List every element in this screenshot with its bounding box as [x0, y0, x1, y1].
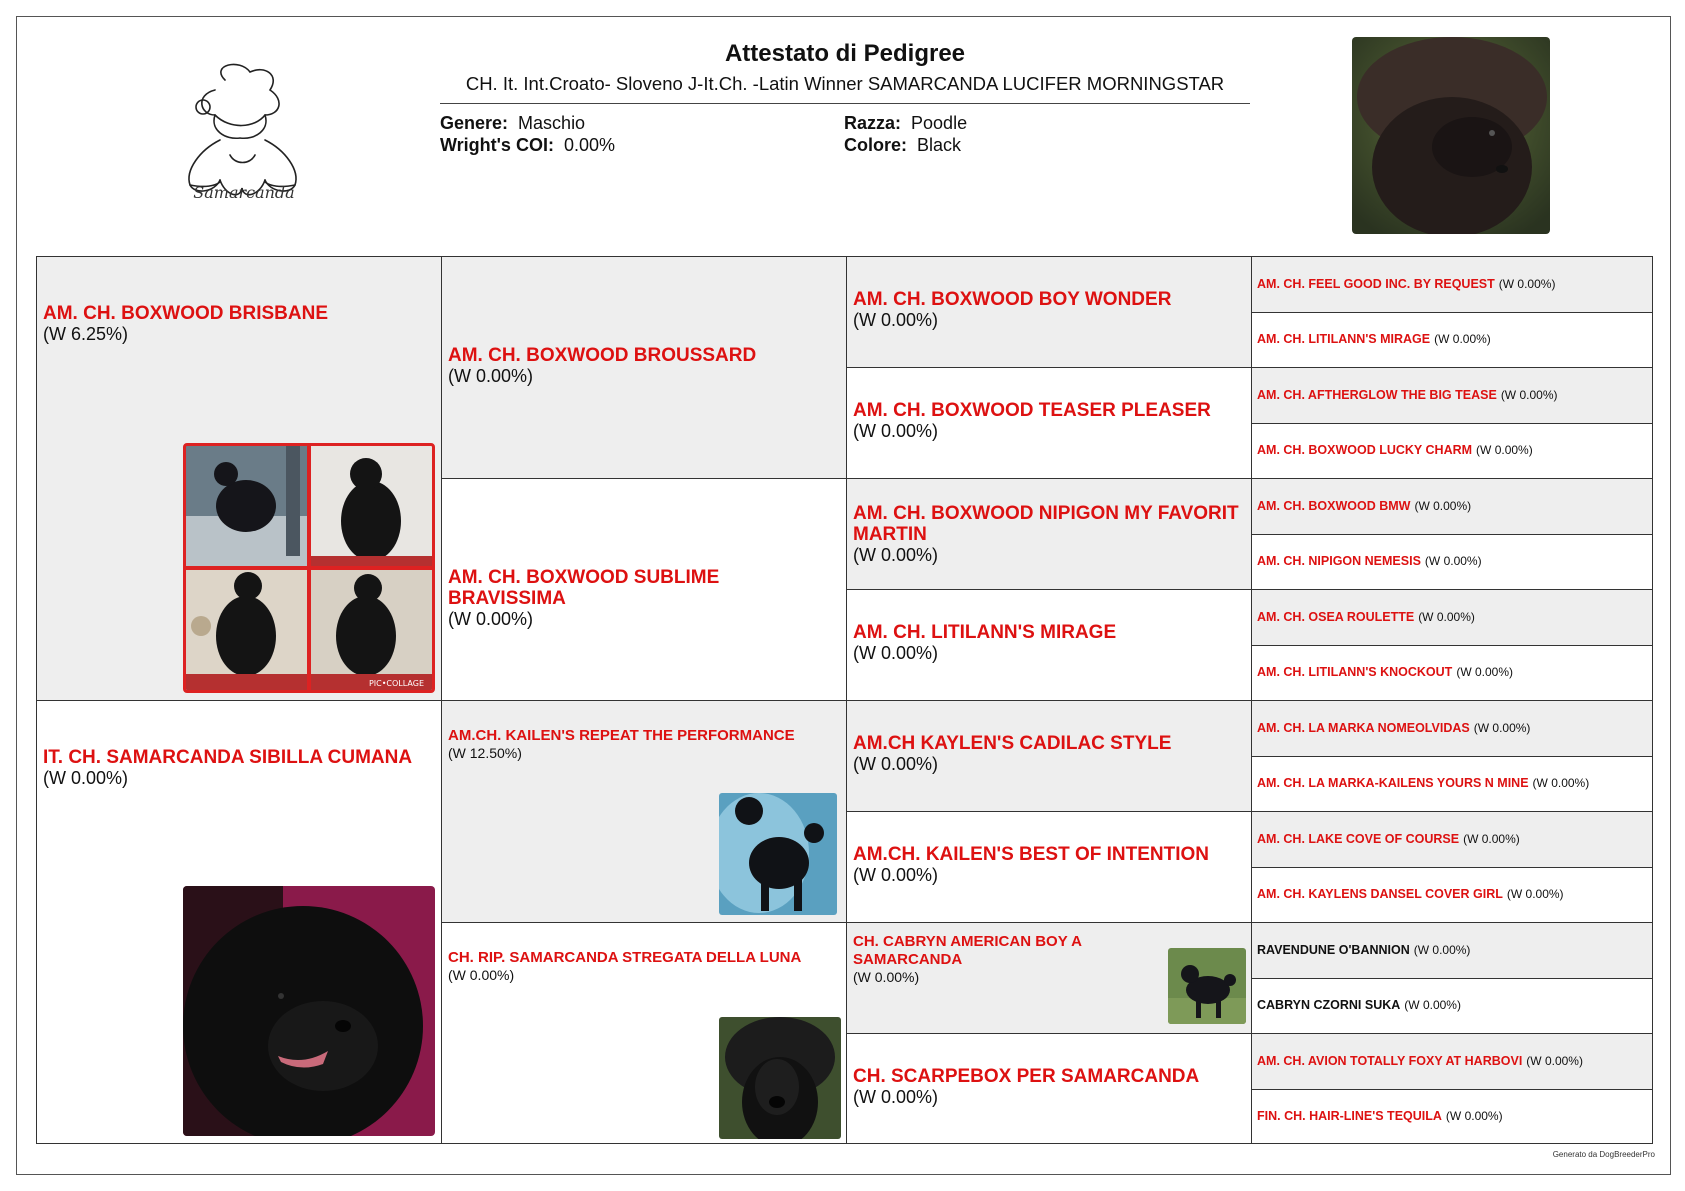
gen3-coi-4: (W 0.00%)	[853, 643, 939, 663]
gen3-coi-3: (W 0.00%)	[853, 545, 939, 565]
gen3-coi-6: (W 0.00%)	[853, 865, 939, 885]
gen3-cell-6	[847, 812, 1252, 923]
gen2-coi-1: (W 0.00%)	[448, 366, 534, 386]
gen4-cell-14	[1252, 979, 1652, 1035]
colore-value: Black	[917, 135, 962, 155]
gen3-cell-5	[847, 701, 1252, 812]
genere-row	[440, 112, 585, 134]
gen4-name-8[interactable]: AM. CH. LITILANN'S KNOCKOUT	[1257, 665, 1453, 680]
gen4-coi-12: (W 0.00%)	[1506, 887, 1564, 902]
gen3-cell-4	[847, 590, 1252, 701]
dog-photo	[1352, 37, 1550, 234]
gen3-name-6[interactable]: AM.CH. KAILEN'S BEST OF INTENTION	[853, 844, 1210, 865]
gen4-cell-16	[1252, 1090, 1652, 1144]
gen3-name-8[interactable]: CH. SCARPEBOX PER SAMARCANDA	[853, 1066, 1200, 1087]
gen4-cell-15	[1252, 1034, 1652, 1090]
gen2-name-3[interactable]: AM.CH. KAILEN'S REPEAT THE PERFORMANCE	[448, 727, 795, 744]
gen2-name-1[interactable]: AM. CH. BOXWOOD BROUSSARD	[448, 345, 757, 366]
gen4-cell-2	[1252, 313, 1652, 369]
sire-coi: (W 6.25%)	[43, 324, 129, 344]
gen4-name-16[interactable]: FIN. CH. HAIR-LINE'S TEQUILA	[1257, 1108, 1442, 1123]
gen4-cell-4	[1252, 424, 1652, 480]
gen4-coi-15: (W 0.00%)	[1526, 1053, 1583, 1068]
gen4-cell-12	[1252, 868, 1652, 924]
gen4-name-13[interactable]: RAVENDUNE O'BANNION	[1257, 942, 1410, 957]
genere-label: Genere:	[440, 113, 509, 133]
gen3-coi-8: (W 0.00%)	[853, 1087, 939, 1107]
gen3-coi-2: (W 0.00%)	[853, 421, 939, 441]
gen4-coi-9: (W 0.00%)	[1473, 720, 1531, 735]
gen2-photo-3	[719, 793, 837, 915]
coi-value: 0.00%	[563, 135, 616, 155]
gen4-name-3[interactable]: AM. CH. AFTHERGLOW THE BIG TEASE	[1257, 387, 1497, 402]
dam-coi: (W 0.00%)	[43, 768, 129, 788]
gen2-cell-3	[442, 701, 847, 923]
gen2-coi-3: (W 12.50%)	[448, 745, 522, 761]
sire-photo-collage	[183, 443, 435, 693]
gen2-coi-4: (W 0.00%)	[448, 967, 515, 983]
divider	[440, 103, 1250, 104]
gen4-coi-16: (W 0.00%)	[1445, 1108, 1503, 1123]
gen4-name-10[interactable]: AM. CH. LA MARKA-KAILENS YOURS N MINE	[1257, 776, 1529, 791]
gen4-coi-2: (W 0.00%)	[1434, 332, 1491, 347]
gen2-cell-2	[442, 479, 847, 701]
svg-text:Samarcanda: Samarcanda	[193, 183, 295, 202]
coi-row	[440, 134, 615, 156]
gen4-name-12[interactable]: AM. CH. KAYLENS DANSEL COVER GIRL	[1257, 887, 1503, 902]
gen4-coi-4: (W 0.00%)	[1476, 443, 1533, 458]
gen4-name-11[interactable]: AM. CH. LAKE COVE OF COURSE	[1257, 831, 1460, 846]
dog-title: CH. It. Int.Croato- Sloveno J-It.Ch. -Latin Winner SAMARCANDA LUCIFER MORNINGSTAR	[465, 73, 1225, 94]
gen4-cell-5	[1252, 479, 1652, 535]
gen4-name-15[interactable]: AM. CH. AVION TOTALLY FOXY AT HARBOVI	[1257, 1053, 1523, 1068]
gen3-cell-3	[847, 479, 1252, 590]
gen3-name-1[interactable]: AM. CH. BOXWOOD BOY WONDER	[853, 289, 1172, 310]
gen4-cell-13	[1252, 923, 1652, 979]
gen4-coi-8: (W 0.00%)	[1456, 665, 1514, 680]
gen4-cell-9	[1252, 701, 1652, 757]
gen4-coi-6: (W 0.00%)	[1424, 554, 1482, 569]
sire-cell	[37, 257, 442, 701]
gen4-cell-8	[1252, 646, 1652, 702]
gen4-name-6[interactable]: AM. CH. NIPIGON NEMESIS	[1257, 554, 1421, 569]
razza-value: Poodle	[911, 113, 968, 133]
gen4-cell-3	[1252, 368, 1652, 424]
gen4-name-1[interactable]: AM. CH. FEEL GOOD INC. BY REQUEST	[1257, 276, 1495, 291]
gen4-name-5[interactable]: AM. CH. BOXWOOD BMW	[1257, 498, 1411, 513]
dam-cell	[37, 701, 442, 1143]
gen4-name-14[interactable]: CABRYN CZORNI SUKA	[1257, 998, 1401, 1013]
gen3-name-3[interactable]: AM. CH. BOXWOOD NIPIGON MY FAVORIT MARTIN	[853, 503, 1239, 545]
gen3-name-2[interactable]: AM. CH. BOXWOOD TEASER PLEASER	[853, 400, 1211, 421]
gen4-name-2[interactable]: AM. CH. LITILANN'S MIRAGE	[1257, 332, 1431, 347]
gen4-coi-3: (W 0.00%)	[1500, 387, 1558, 402]
gen4-coi-5: (W 0.00%)	[1414, 498, 1472, 513]
gen4-cell-7	[1252, 590, 1652, 646]
page-title: Attestato di Pedigree	[724, 40, 966, 67]
gen2-coi-2: (W 0.00%)	[448, 609, 534, 629]
gen3-cell-8	[847, 1034, 1252, 1143]
gen3-coi-1: (W 0.00%)	[853, 310, 939, 330]
razza-row	[844, 112, 967, 134]
razza-label: Razza:	[844, 113, 902, 133]
gen3-cell-1	[847, 257, 1252, 368]
pedigree-grid	[36, 256, 1653, 1144]
gen4-coi-13: (W 0.00%)	[1413, 942, 1471, 957]
coi-label: Wright's COI:	[440, 135, 554, 155]
gen2-name-2[interactable]: AM. CH. BOXWOOD SUBLIME BRAVISSIMA	[448, 567, 720, 609]
gen3-name-5[interactable]: AM.CH KAYLEN'S CADILAC STYLE	[853, 733, 1172, 754]
gen2-name-4[interactable]: CH. RIP. SAMARCANDA STREGATA DELLA LUNA	[448, 949, 802, 966]
gen2-cell-1	[442, 257, 847, 479]
sire-name[interactable]: AM. CH. BOXWOOD BRISBANE	[43, 303, 328, 324]
gen2-cell-4	[442, 923, 847, 1143]
gen4-coi-1: (W 0.00%)	[1498, 276, 1556, 291]
gen4-cell-1	[1252, 257, 1652, 313]
footer-credit: Generato da DogBreederPro	[1552, 1150, 1655, 1159]
gen4-cell-11	[1252, 812, 1652, 868]
gen4-coi-11: (W 0.00%)	[1463, 831, 1520, 846]
dam-name[interactable]: IT. CH. SAMARCANDA SIBILLA CUMANA	[43, 747, 413, 768]
gen4-name-9[interactable]: AM. CH. LA MARKA NOMEOLVIDAS	[1257, 720, 1470, 735]
gen3-name-4[interactable]: AM. CH. LITILANN'S MIRAGE	[853, 622, 1117, 643]
genere-value: Maschio	[518, 113, 586, 133]
kennel-logo	[170, 60, 318, 210]
gen3-coi-7: (W 0.00%)	[853, 969, 920, 985]
gen2-photo-4	[719, 1017, 841, 1139]
dam-photo	[183, 886, 435, 1136]
gen3-name-7[interactable]: CH. CABRYN AMERICAN BOY A SAMARCANDA	[853, 933, 1082, 968]
gen4-cell-10	[1252, 757, 1652, 813]
gen3-coi-5: (W 0.00%)	[853, 754, 939, 774]
gen3-cell-7	[847, 923, 1252, 1034]
gen4-name-7[interactable]: AM. CH. OSEA ROULETTE	[1257, 609, 1415, 624]
colore-row	[844, 134, 961, 156]
svg-text:PIC•COLLAGE: PIC•COLLAGE	[368, 679, 424, 688]
gen4-coi-10: (W 0.00%)	[1532, 776, 1590, 791]
gen4-cell-6	[1252, 535, 1652, 591]
gen4-coi-7: (W 0.00%)	[1418, 609, 1475, 624]
gen3-photo-7	[1168, 948, 1246, 1024]
gen4-coi-14: (W 0.00%)	[1404, 998, 1461, 1013]
gen4-name-4[interactable]: AM. CH. BOXWOOD LUCKY CHARM	[1257, 443, 1473, 458]
gen3-cell-2	[847, 368, 1252, 479]
colore-label: Colore:	[844, 135, 907, 155]
